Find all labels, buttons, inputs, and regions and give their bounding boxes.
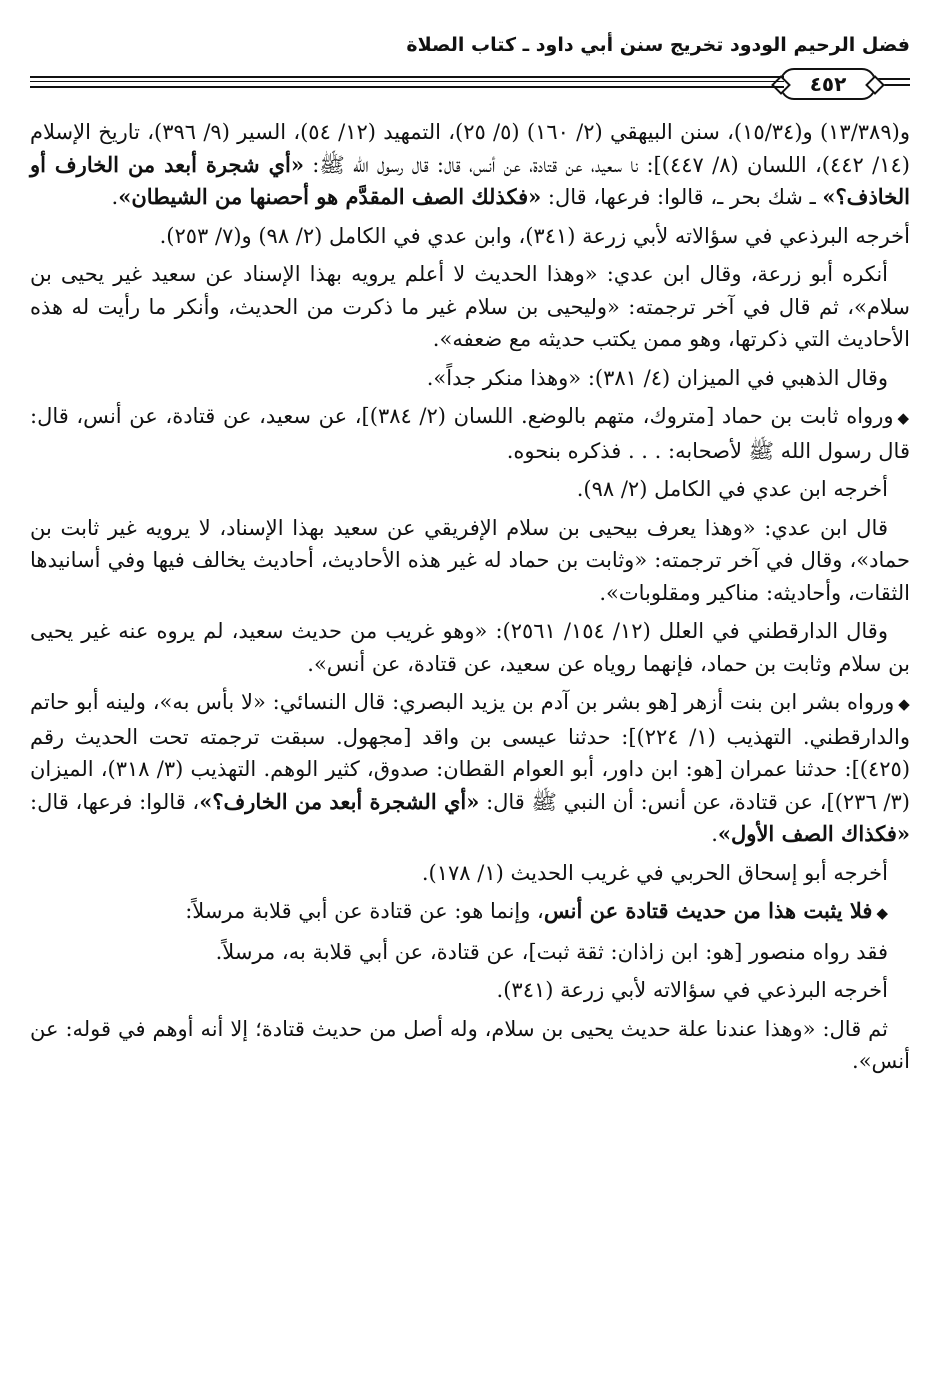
paragraph-9-text-a: ورواه بشر ابن بنت أزهر [هو بشر بن آدم بن يزيد البصري: قال النسائي: «لا بأس به»، ولينه أبو حاتم والدارقطني. التهذيب (١/ ٢٢٤)]: حدثنا عيسى بن واقد [مجهول. سبقت ترجمته تحت الحديث رقم (٤٢٥)]: حدثنا عمران [هو: ابن داور، أبو العوام القطان: صدوق، كثير الوهم. التهذيب (٣/ ٣١٨)، الميزان (٣/ ٢٣٦)]، عن قتادة، عن أنس: أن النبي ﷺ قال: — [30, 690, 911, 814]
ornament-bullet-icon: ◆ — [876, 904, 888, 922]
paragraph-5-text: ورواه ثابت بن حماد [متروك، متهم بالوضع. اللسان (٢/ ٣٨٤)]، عن سعيد، عن قتادة، عن أنس، قال: قال رسول الله ﷺ لأصحابه: . . . فذكره بنحوه. — [30, 404, 910, 463]
paragraph-13: أخرجه البرذعي في سؤالاته لأبي زرعة (٣٤١). — [496, 978, 888, 1002]
paragraph-8: وقال الدارقطني في العلل (١٢/ ١٥٤/ ٢٥٦١): «وهو غريب من حديث سعيد، لم يروه عنه غير يحيى بن سلام وثابت بن حماد، فإنهما روياه عن سعيد، عن قتادة، عن أنس». — [30, 619, 910, 676]
header-rule — [30, 68, 910, 102]
paragraph-1-text-c: . — [111, 185, 119, 209]
paragraph-9-text-b: ، قالوا: فرعها، قال: — [30, 789, 200, 814]
paragraph-3: أنكره أبو زرعة، وقال ابن عدي: «وهذا الحديث لا أعلم يرويه بهذا الإسناد عن سعيد غير يحيى بن سلام»، ثم قال في آخر ترجمته: «وليحيى بن سلام غير ما ذكرت من الحديث، وأنكر ما رأيت له هذه الأحاديث التي ذكرتها، وهو ممن يكتب حديثه مع ضعفه». — [30, 262, 910, 351]
book-page — [30, 28, 910, 1368]
ornament-bullet-icon: ◆ — [898, 695, 910, 713]
header-rule-right-a — [876, 78, 910, 80]
paragraph-4: وقال الذهبي في الميزان (٤/ ٣٨١): «وهذا منكر جداً». — [426, 365, 888, 390]
paragraph-6: أخرجه ابن عدي في الكامل (٢/ ٩٨). — [576, 477, 888, 501]
paragraph-11-text: ، وإنما هو: عن قتادة عن أبي قلابة مرسلاً: — [185, 899, 544, 923]
paragraph-11-bold: فلا يثبت هذا من حديث قتادة عن أنس — [543, 898, 873, 923]
paragraph-12: فقد رواه منصور [هو: ابن زاذان: ثقة ثبت]، عن قتادة، عن أبي قلابة به، مرسلاً. — [215, 939, 888, 964]
paragraph-11 — [30, 895, 910, 930]
paragraph-14: ثم قال: «وهذا عندنا علة حديث يحيى بن سلام، وله أصل من حديث قتادة؛ إلا أنه أوهم في قوله: عن أنس». — [30, 1016, 910, 1073]
paragraph-9 — [30, 686, 910, 851]
paragraph-10: أخرجه أبو إسحاق الحربي في غريب الحديث (١/ ١٧٨). — [421, 860, 888, 885]
header-rule-line-1 — [30, 76, 784, 78]
hadith-quote-4: «فكذاك الصف الأول» — [717, 821, 910, 846]
paragraph-1-text-b: ـ شك بحر ـ، قالوا: فرعها، قال: — [541, 185, 823, 209]
page-number-badge — [780, 68, 876, 100]
hadith-quote-2: «فكذلك الصف المقدَّم هو أحصنها من الشيطان» — [118, 184, 542, 209]
header-rule-line-2 — [30, 81, 784, 82]
paragraph-2: أخرجه البرذعي في سؤالاته لأبي زرعة (٣٤١)، وابن عدي في الكامل (٢/ ٩٨) و(٧/ ٢٥٣). — [159, 223, 910, 248]
header-rule-line-3 — [30, 86, 784, 88]
paragraph-9-text-c: . — [711, 822, 718, 846]
ornament-bullet-icon: ◆ — [897, 409, 910, 427]
paragraph-1 — [30, 116, 910, 214]
page-number: ٤٥٢ — [809, 72, 847, 96]
hadith-quote-3: «أي الشجرة أبعد من الخارف؟» — [199, 788, 480, 814]
paragraph-5 — [30, 400, 910, 467]
paragraph-7: قال ابن عدي: «وهذا يعرف بيحيى بن سلام الإفريقي عن سعيد بهذا الإسناد، لا يرويه غير ثابت بن حماد»، وقال في آخر ترجمته: «وثابت بن حماد له غير هذه الأحاديث، أحاديث يخالف فيها وفي أسانيدها الثقات، وأحاديثه: مناكير ومقلوبات». — [30, 515, 910, 605]
running-header: فضل الرحيم الودود تخريج سنن أبي داود ـ كتاب الصلاة — [406, 34, 910, 56]
hadith-quote-1: «أي شجرة أبعد من الخارف أو الخاذف؟» — [30, 151, 910, 209]
page-body — [30, 116, 910, 1084]
paragraph-1-text-a: و(١٣/٣٨٩) و(١٥/٣٤)، سنن البيهقي (٢/ ١٦٠) (٥/ ٢٥)، التمهيد (١٢/ ٥٤)، السير (٩/ ٣٩٦)، تاريخ الإسلام (١٤/ ٤٤٢)، اللسان (٨/ ٤٤٧)]: نا سعيد، عن قتادة، عن أنس، قال: قال رسول الله ﷺ: — [30, 120, 910, 177]
